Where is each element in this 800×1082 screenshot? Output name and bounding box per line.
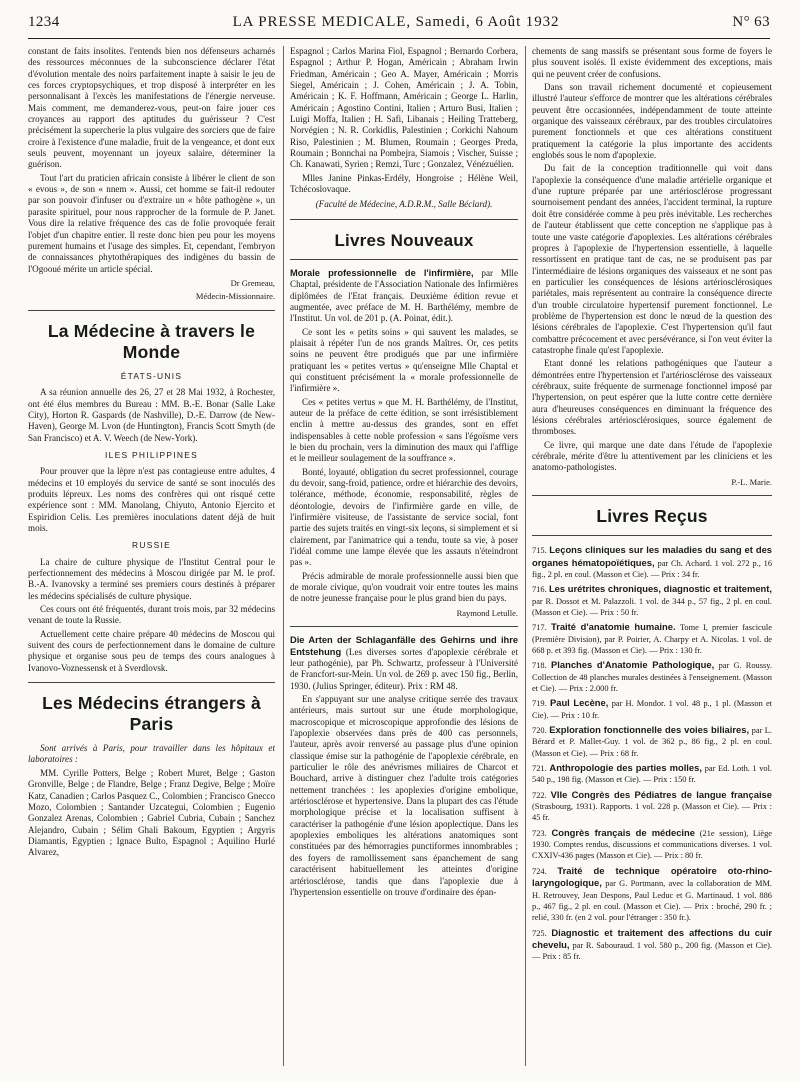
column-divider (283, 46, 284, 1066)
item-number: 716. (532, 585, 547, 595)
review-rule (290, 626, 518, 627)
subsection-etats-unis: ÉTATS-UNIS (120, 370, 183, 381)
header-rule (28, 38, 770, 39)
names-list-continued: Espagnol ; Carlos Marina Fiol, Espagnol ; Bernardo Corbera, Espagnol ; Arthur P. Hogan, Américain ; Abraham Irwin Friedman, Américain ; Geo A. Mayer, Américain ; Morris Siegel, Américain ; J. Cohen, Américain ; J. A. Tobin, Américain ; K. F. Hoffmann, Américain ; George L. Harlin, Américain ; Agostino Contini, Italien ; Arturo Busi, Italien ; Luigi Moffa, Italien ; H. Safi, Libanais ; Heiling Tratteberg, Norvégien ; N. R. Corkidlis, Palestinien ; Corkichi Nahoum Riso, Palestinien ; M. Blumen, Roumain ; Georges Preda, Roumain ; Bonnchai na Pombejra, Siamois ; Vischer, Suisse ; Ch. Kanawati, Syrien ; Remzi, Turc ; Gonzalez, Vénézuélien. (290, 46, 518, 170)
item-details: par Ed. Loth. 1 vol. 540 p., 198 fig. (Masson et Cie). — Prix : 150 fr. (532, 764, 772, 785)
issue-number: N° 63 (732, 14, 770, 30)
item-number: 715. (532, 546, 547, 556)
names-list: MM. Cyrille Potters, Belge ; Robert Muret, Belge ; Gaston Gronville, Belge ; de Flandre, Belge ; Franz Degive, Belge ; Moïre Katz, Canadien ; Carlos Pasquez C., Colombien ; Francisco Gnecco Mozo, Colombien ; Santander Uzcategui, Colombien ; Eugenio Gonzalez Arenas, Colombien ; Gabriel Cubria, Cubain ; Sanchez Alejandro, Cubain ; Sélim Ghali Bakoum, Egyptien ; Argyris Diamantis, Egyptien ; Ignace Bulto, Espagnol ; Aquilino Hurlé Alvarez, (28, 767, 275, 858)
review-signature: Raymond Letulle. (456, 607, 518, 618)
paragraph: Etant donné les relations pathogéniques que l'auteur a démontrées entre l'hypertension et l'artériosclérose des vaisseaux cérébraux, suite fréquente de surmenage fonctionnel imposé par l'hypertension, on peut espérer que la lutte contre cette dernière aura d'heureuses conséquences en diminuant la fréquence des lésions cérébrales artériosclérosiques, source également de thromboses. (532, 358, 772, 437)
paragraph: Ces « petites vertus » que M. H. Barthélémy, de l'Institut, auteur de la préface de cette édition, se sont irrésistiblement enclin à mettre au-dessus des grandes, sont en effet indispensables à cette noble profession « sans l'égoïsme vers le bien du prochain, vers la diminution des maux qui l'afflige et le meilleur soulagement de la souffrance ». (290, 396, 518, 464)
item-details: par R. Sabouraud. 1 vol. 580 p., 200 fig. (Masson et Cie). — Prix : 85 fr. (532, 940, 772, 962)
column-middle (290, 46, 518, 1071)
paragraph: En s'appuyant sur une analyse critique serrée des travaux antérieurs, mais surtout sur une étude morphologique, macroscopique et microscopique approfondie des lésions de l'apoplexie observées dans près de 400 cas personnels, l'auteur, après avoir renversé au passage plus d'une opinion classique émise sur la pathogénie de l'apoplexie cérébrale, en particulier le rôle des anévrismes miliaires de Charcot et Bouchard, arrive à distinguer chez l'adulte trois catégories nettement tranchées : les apoplexies d'origine embolique, artériosclérose et hypertensive. Dans la plupart des cas l'étude morphologique précise et la localisation suffisent à caractériser la pathogénie d'une lésion apoplectique. Dans les apoplexies emboliques les altérations anatomiques sont constituées par des hémorragies punctiformes innombrables ; des foyers de ramollissement sans épanchement de sang caractérisent habituellement les atteintes d'origine artériosclérose, tandis que dans l'apoplexie due à l'hypertension essentielle on trouve d'ordinaire des épan- (290, 694, 518, 897)
paragraph: A sa réunion annuelle des 26, 27 et 28 Mai 1932, à Rochester, ont été élus membres du Bureau : MM. B.-E. Bonar (Salle Lake City), Horton R. Gaspards (de Nashville), D.-E. Darrow (de New-Haven), George M. Lvon (de Huntington), Francis Scott Smyth (de San Francisco) et A. V. Weech (de New-York). (28, 387, 275, 443)
section-rule (28, 682, 275, 683)
item-title: Congrès français de médecine (551, 826, 695, 838)
item-title: Planches d'Anatomie Pathologique, (551, 659, 715, 671)
paragraph: Tout l'art du praticien africain consiste à libérer le client de son « evous », de son « nnem ». Aussi, cet homme se fait-il redouter par son pouvoir d'infuser ou d'extraire un « hôte pathogène », un parasite spirituel, pour nous rapprocher de la formule de P. Janet. Vous dire la relative fréquence des cas de folie provoquée ferait l'objet d'un chapitre entier. Il reste donc bien peu pour les moyens purement humains et l'usage des simples. Et, cependant, l'embryon de connaissances phytothérapiques des indigènes du bassin de l'Ogooué mérite un article spécial. (28, 172, 275, 274)
item-number: 721. (532, 764, 547, 774)
paragraph: Ce sont les « petits soins » qui sauvent les malades, se plaisait à répéter l'un de nos grands Maîtres. Or, ces petits soins ne peuvent être prodigués que par une infirmière pratiquant les « petites vertus » qu'enseigne Mlle Chaptal et qui constituent précisément la « morale professionnelle de l'infirmière ». (290, 326, 518, 394)
section-title-livres-recus: Livres Reçus (596, 506, 708, 527)
item-details: (21e session), Liège 1930. Comptes rendus, discussions et communications diverses. 1 vol. CXXIV-436 pages (Masson et Cie). — Prix : 80 fr. (532, 828, 772, 861)
paragraph: Précis admirable de morale professionnelle aussi bien que de morale civique, qu'on voudrait voir entre toutes les mains de notre jeunesse française pour le plus grand bien du pays. (290, 570, 518, 604)
received-book-item (532, 621, 772, 656)
intro-line: Sont arrivés à Paris, pour travailler dans les hôpitaux et laboratoires : (28, 743, 275, 765)
item-details: par Ch. Achard. 1 vol. 272 p., 16 fig., 2 pl. en coul. (Masson et Cie). — Prix : 34 fr. (532, 558, 772, 579)
section-title-livres-nouveaux: Livres Nouveaux (334, 230, 474, 250)
paragraph: constant de faits insolites. l'entends bien nos défenseurs acharnés des ressources méconnues de la subconscience déclarer l'état d'évolution mentale des noirs parfaitement inapte à saisir le jeu de ces forces cryptopsychiques, et trop disposé à interpréter en les personnalisant à l'excès les manifestations de l'énergie nerveuse. Mais comment, me demanderez-vous, peut-on faire jouer ces croyances au rapport des aptitudes du guérisseur ? C'est précisément la supercherie la plus vulgaire des sorciers que de faire croire à l'existence d'une maladie, fruit de la vengeance, et dont eux seuls peuvent, moyennant un joyeux salaire, déterminer la guérison. (28, 46, 275, 170)
column-divider (525, 46, 526, 1066)
page-number: 1234 (28, 14, 60, 30)
item-number: 717. (532, 623, 547, 633)
review-reference: (Les diverses sortes d'apoplexie cérébrale et leur pathogénie), par Ph. Schwartz, professeur à l'Université de Francfort-sur-Mein. Un vol. de 269 p. avec 150 fig., Berlin, 1930. (Julius Springer, éditeur). Prix : RM 48. (290, 646, 518, 691)
signature-title: Médecin-Missionnaire. (195, 291, 275, 302)
section-title-etrangers: Les Médecins étrangers à Paris (42, 693, 261, 735)
item-title: Traité d'anatomie humaine. (550, 621, 676, 633)
item-details: (Strasbourg, 1931). Rapports. 1 vol. 228 p. (Masson et Cie). — Prix : 45 fr. (532, 802, 772, 823)
item-title: Paul Lecène, (549, 697, 609, 709)
item-title: Anthropologie des parties molles, (549, 762, 702, 774)
review-reference: par Mlle Chaptal, présidente de l'Association Nationale des Infirmières diplômées de l'Etat français. Deuxième édition revue et augmentée, avec préface de M. H. Barthélémy, membre de l'Institut. Un vol. de 201 p. (A. Poinat, édit.). (290, 267, 518, 324)
review-heading (290, 268, 518, 325)
item-title: VIIe Congrès des Pédiatres de langue française (550, 788, 772, 800)
column-left (28, 46, 275, 1071)
paragraph: Du fait de la conception traditionnelle qui voit dans l'apoplexie la conséquence d'une maladie artérielle organique et d'une rupture préparée par une artériosclérose progressant sournoisement pendant des années, l'accident terminal, la rupture doit être considérée comme à peu près inévitable. Les recherches de l'auteur établissent que cette conception ne s'applique pas à toute une vaste catégorie d'apoplexies. Les altérations cérébrales propres à l'apoplexie de l'hypertension essentielle, à laquelle ressortissent en pratique tant de cas, ne se produisent pas par l'intermédiaire de lésions organiques des vaisseaux et ne sont pas en particulier les conséquences de lésions artériosclérosiques pariétales, mais représentent au contraire la conséquence directe d'un trouble circulatoire hypertensif purement fonctionnel. Le problème de l'hypertension est donc le nœud de la question des lésions cérébrales de l'apoplexie. C'est l'hypertension qu'il faut combattre précocement et avec persévérance, si l'on veut éviter la catastrophe finale qu'est l'apoplexie. (532, 163, 772, 355)
paragraph: Bonté, loyauté, obligation du secret professionnel, courage du devoir, sang-froid, patience, ordre et hiérarchie des devoirs, tolérance, méthode, économie, responsabilité, règles de déontologie, devoirs de l'infirmière garde en ville, de l'infirmière visiteuse, de l'assistante de service social, font partie des sujets traités en vingt-six leçons, si simplement et si clairement, par l'animatrice qui a tendu, toute sa vie, à poser l'idéal comme une lampe élevée que les assauts n'éteindront pas ». (290, 466, 518, 568)
column-right (532, 46, 772, 1071)
received-book-item (532, 659, 772, 694)
paragraph: La chaire de culture physique de l'Institut Central pour le perfectionnement des médecins à Moscou dirigée par M. le prof. B.-A. Ivanovsky a terminé ses premiers cours destinés à préparer les médecins spécialisés de culture physique. (28, 556, 275, 601)
section-rule (532, 535, 772, 536)
received-book-item (532, 827, 772, 862)
item-title: Exploration fonctionnelle des voies biliaires, (549, 724, 750, 736)
item-details: Tome I, premier fascicule (Première Division), par P. Poirier, A. Charpy et A. Nicolas. 1 vol. de 668 p. et 393 fig. (Masson et Cie). — Prix : 130 fr. (532, 623, 772, 655)
item-number: 722. (532, 790, 547, 800)
item-details: par R. Dossot et M. Palazzoli. 1 vol. de 344 p., 57 fig., 2 pl. en coul. (Masson et Cie). — Prix : 50 fr. (532, 596, 772, 617)
received-book-item (532, 724, 772, 759)
section-rule (532, 495, 772, 496)
journal-title: LA PRESSE MEDICALE, Samedi, 6 Août 1932 (232, 14, 560, 30)
item-number: 719. (532, 699, 547, 709)
received-book-item (532, 789, 772, 824)
received-book-item (532, 865, 772, 924)
section-rule (290, 259, 518, 260)
paragraph: Actuellement cette chaire prépare 40 médecins de Moscou qui suivent des cours de perfectionnement dans le domaine de culture physique et organise sous peu de temps des cours analogues à Ivanovo-Voznessensk et à Sverdlovsk. (28, 628, 275, 673)
paragraph: Ces cours ont été fréquentés, durant trois mois, par 32 médecins venant de toute la Russie. (28, 604, 275, 626)
item-title: Traité de technique opératoire oto-rhino-laryngologique, (532, 864, 772, 889)
signature: Dr Gremeau, (230, 277, 275, 288)
item-number: 720. (532, 726, 547, 736)
names-list-continued: Mlles Janine Pinkas-Erdély, Hongroise ; Hélène Weil, Tchécoslovaque. (290, 172, 518, 195)
section-rule (290, 219, 518, 220)
subsection-russie: RUSSIE (132, 540, 171, 551)
item-number: 718. (532, 661, 547, 671)
page-header (28, 14, 770, 36)
received-books-list (532, 544, 772, 962)
review-title: Morale professionnelle de l'infirmière, (290, 267, 474, 278)
item-details: par H. Mondor. 1 vol. 48 p., 1 pl. (Masson et Cie). — Prix : 10 fr. (532, 699, 772, 720)
paragraph: Ce livre, qui marque une date dans l'étude de l'apoplexie cérébrale, mérite d'être lu attentivement par les cliniciens et les anatomo-pathologistes. (532, 439, 772, 473)
item-title: Les urétrites chroniques, diagnostic et traitement, (548, 583, 772, 595)
section-title-monde: La Médecine à travers le Monde (47, 320, 256, 362)
item-details: par G. Roussy. Collection de 48 planches murales destinées à l'enseignement. (Masson et Cie). — Prix : 2.000 fr. (532, 661, 772, 693)
received-book-item (532, 927, 772, 963)
received-book-item (532, 697, 772, 721)
received-book-item (532, 762, 772, 786)
subsection-philippines: ILES PHILIPPINES (105, 449, 198, 460)
paragraph: Dans son travail richement documenté et copieusement illustré l'auteur s'efforce de montrer que les altérations cérébrales peuvent être occasionnées, indépendamment de toute atteinte organique des vaisseaux cérébraux, par des troubles circulatoires purement fonctionnels et que ces altérations constituent pratiquement la catégorie la plus importante des accidents englobés sous le nom d'apoplexie. (532, 82, 772, 161)
review-heading (290, 635, 518, 692)
location-note: (Faculté de Médecine, A.D.R.M., Salle Béclard). (315, 199, 493, 210)
item-number: 724. (532, 866, 547, 876)
item-number: 725. (532, 928, 547, 938)
item-title: Leçons cliniques sur les maladies du sang et des organes hématopoïétiques, (532, 544, 772, 568)
review-signature: P.-L. Marie. (731, 476, 772, 487)
item-details: par L. Bérard et P. Mallet-Guy. 1 vol. de 362 p., 86 fig., 2 pl. en coul. (Masson et Cie). — Prix : 68 fr. (532, 726, 772, 758)
paragraph: chements de sang massifs se présentant sous forme de foyers le plus souvent isolés. Il existe évidemment des exceptions, mais qui ne peuvent créer de confusions. (532, 46, 772, 79)
review-title: Die Arten der Schlaganfälle des Gehirns und ihre Entstehung (290, 635, 518, 657)
received-book-item (532, 583, 772, 618)
paragraph: Pour prouver que la lèpre n'est pas contagieuse entre adultes, 4 médecins et 10 employés du service de santé se sont inoculés des produits lépreux. Les noms des confrères qui ont risqué cette expérience sont : MM. Manolang, Chiyuto, Antonio Ejercito et Espiridion Celis. Les premières inoculations datent déjà de huit mois. (28, 466, 275, 533)
received-book-item (532, 544, 772, 580)
item-number: 723. (532, 828, 547, 838)
item-title: Diagnostic et traitement des affections du cuir chevelu, (532, 926, 772, 950)
section-rule (28, 310, 275, 311)
item-details: par G. Portmann, avec la collaboration de MM. H. Retrouvey, Jean Despons, Paul Leduc et G. Martinaud. 1 vol. 886 p., 467 fig., 2 pl. en coul. (Masson et Cie). — Prix : broché, 290 fr. ; relié, 330 fr. (en 2 vol. pour l'étranger : 350 fr.). (532, 879, 772, 923)
